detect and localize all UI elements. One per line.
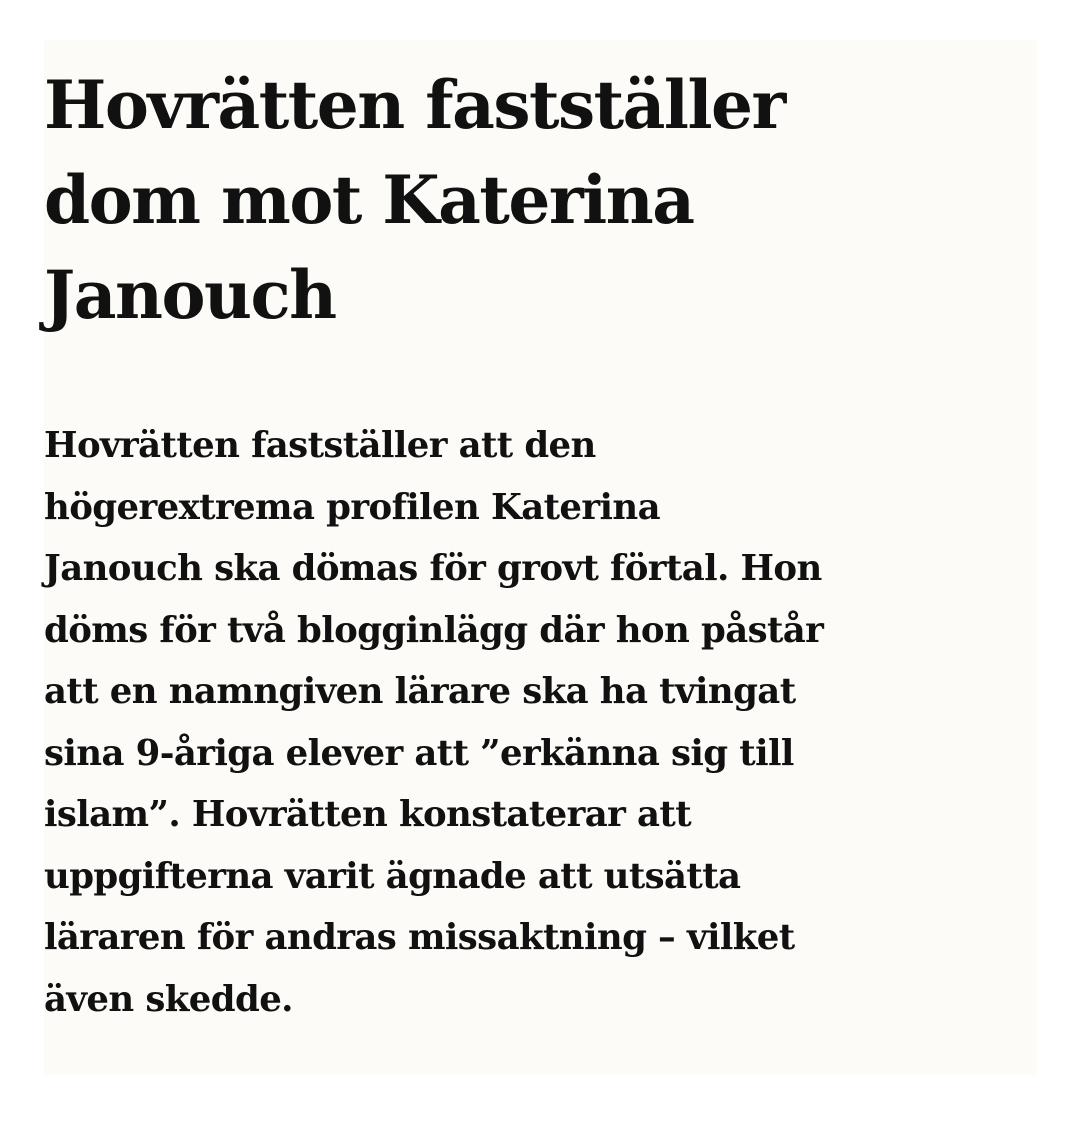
lead-line: islam”. Hovrätten konstaterar att <box>44 794 691 835</box>
lead-line: att en namngiven lärare ska ha tvingat <box>44 671 796 712</box>
lead-line: även skedde. <box>44 978 293 1020</box>
article-lead <box>44 415 964 1030</box>
lead-line: Hovrätten fastställer att den <box>44 425 596 466</box>
headline-line: Janouch <box>44 256 336 334</box>
headline-line: Hovrätten fastställer <box>44 66 785 144</box>
lead-line: uppgifterna varit ägnade att utsätta <box>44 855 741 897</box>
lead-line: läraren för andras missaktning – vilket <box>44 917 795 958</box>
lead-line: döms för två blogginlägg där hon påstår <box>44 609 824 651</box>
lead-line: högerextrema profilen Katerina <box>44 486 661 528</box>
lead-line: sina 9-åriga elever att ”erkänna sig till <box>44 732 794 774</box>
article-headline <box>44 58 964 343</box>
headline-line: dom mot Katerina <box>44 161 694 239</box>
lead-line: Janouch ska dömas för grovt förtal. Hon <box>44 548 822 589</box>
